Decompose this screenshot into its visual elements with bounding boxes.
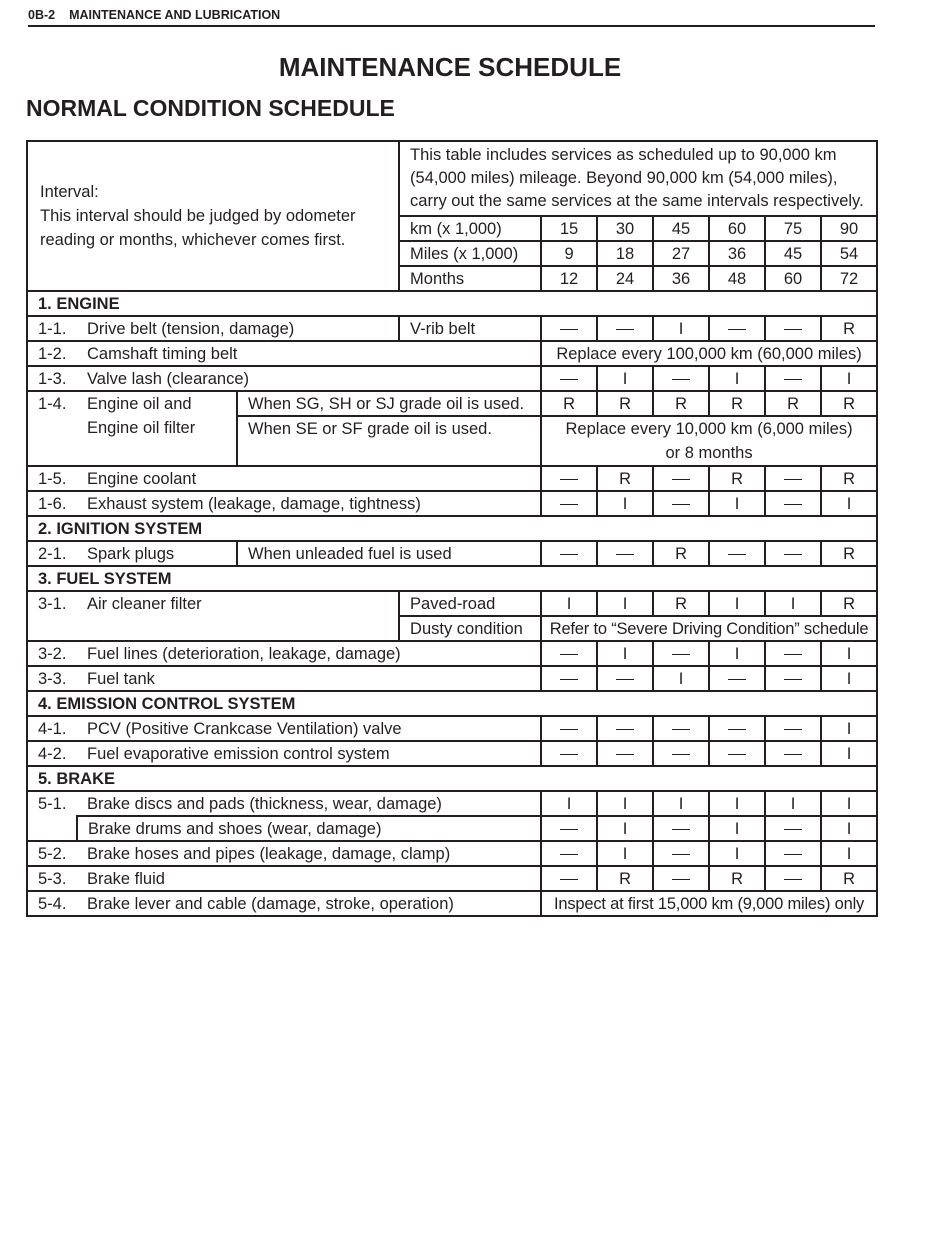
section-heading-brake: 5. BRAKE: [27, 766, 877, 791]
interval-mark: [765, 866, 821, 891]
miles-value: 27: [653, 241, 709, 266]
table-row: [27, 341, 877, 366]
miles-value: 45: [765, 241, 821, 266]
dash-mark: [784, 679, 802, 680]
interval-mark: R: [821, 541, 877, 566]
dash-mark: [728, 554, 746, 555]
table-row: [27, 866, 877, 891]
table-row: [27, 841, 877, 866]
interval-mark: [709, 741, 765, 766]
item-name: Fuel tank: [77, 666, 541, 691]
interval-mark: [597, 716, 653, 741]
dash-mark: [784, 379, 802, 380]
item-name: PCV (Positive Crankcase Ventilation) valve: [77, 716, 541, 741]
interval-mark: [541, 866, 597, 891]
item-number: 1-2.: [27, 341, 77, 366]
miles-label: Miles (x 1,000): [399, 241, 541, 266]
interval-mark: I: [821, 666, 877, 691]
table-row: [27, 666, 877, 691]
item-condition: V-rib belt: [399, 316, 541, 341]
interval-mark: [541, 466, 597, 491]
dash-mark: [672, 879, 690, 880]
interval-note-line: Replace every 10,000 km (6,000 miles): [565, 420, 853, 438]
interval-mark: I: [541, 591, 597, 616]
item-name-line: Engine oil filter: [87, 419, 196, 437]
dash-mark: [784, 554, 802, 555]
km-value: 75: [765, 216, 821, 241]
item-condition: When SE or SF grade oil is used.: [237, 416, 541, 466]
interval-mark: [709, 316, 765, 341]
dash-mark: [784, 829, 802, 830]
section-heading-fuel: 3. FUEL SYSTEM: [27, 566, 877, 591]
interval-note: This interval should be judged by odometer reading or months, whichever comes first.: [40, 207, 356, 249]
interval-mark: I: [709, 641, 765, 666]
interval-mark: [597, 541, 653, 566]
miles-value: 9: [541, 241, 597, 266]
interval-mark: R: [653, 541, 709, 566]
interval-mark: I: [765, 791, 821, 816]
item-name: Air cleaner filter: [77, 591, 399, 641]
item-number: 3-2.: [27, 641, 77, 666]
interval-mark: R: [597, 866, 653, 891]
dash-mark: [784, 329, 802, 330]
table-row: [27, 366, 877, 391]
interval-note: Refer to “Severe Driving Condition” schedule: [541, 616, 877, 641]
dash-mark: [560, 554, 578, 555]
interval-mark: R: [821, 591, 877, 616]
interval-mark: R: [597, 466, 653, 491]
interval-mark: [653, 866, 709, 891]
dash-mark: [616, 729, 634, 730]
section-title: MAINTENANCE AND LUBRICATION: [69, 8, 281, 22]
dash-mark: [616, 754, 634, 755]
dash-mark: [784, 754, 802, 755]
interval-note: [541, 416, 877, 466]
interval-mark: I: [597, 816, 653, 841]
interval-mark: [709, 716, 765, 741]
dash-mark: [672, 829, 690, 830]
dash-mark: [784, 729, 802, 730]
interval-mark: I: [821, 741, 877, 766]
interval-mark: [541, 541, 597, 566]
interval-mark: [597, 316, 653, 341]
item-name: [77, 391, 237, 466]
item-name: Exhaust system (leakage, damage, tightness): [77, 491, 541, 516]
interval-mark: [541, 316, 597, 341]
item-condition: Paved-road: [399, 591, 541, 616]
interval-mark: [541, 716, 597, 741]
item-name: Brake hoses and pipes (leakage, damage, clamp): [77, 841, 541, 866]
dash-mark: [784, 854, 802, 855]
interval-mark: I: [821, 641, 877, 666]
interval-mark: I: [709, 816, 765, 841]
interval-mark: [541, 491, 597, 516]
months-value: 36: [653, 266, 709, 291]
interval-mark: [765, 816, 821, 841]
months-value: 48: [709, 266, 765, 291]
interval-mark: R: [821, 316, 877, 341]
interval-mark: R: [597, 391, 653, 416]
interval-mark: [541, 641, 597, 666]
interval-mark: I: [597, 591, 653, 616]
km-value: 90: [821, 216, 877, 241]
table-row: [27, 391, 877, 416]
dash-mark: [672, 479, 690, 480]
interval-mark: R: [709, 866, 765, 891]
page-header: [28, 8, 875, 27]
interval-mark: [541, 816, 597, 841]
item-name: Brake lever and cable (damage, stroke, operation): [77, 891, 541, 916]
interval-mark: [653, 816, 709, 841]
item-name: Drive belt (tension, damage): [77, 316, 399, 341]
item-number: 3-1.: [27, 591, 77, 641]
interval-mark: [653, 841, 709, 866]
item-number: 4-1.: [27, 716, 77, 741]
dash-mark: [560, 854, 578, 855]
interval-mark: [541, 366, 597, 391]
interval-mark: I: [597, 841, 653, 866]
interval-mark: [541, 666, 597, 691]
item-name: Brake drums and shoes (wear, damage): [77, 816, 541, 841]
months-value: 72: [821, 266, 877, 291]
interval-mark: [597, 666, 653, 691]
interval-mark: [765, 466, 821, 491]
km-value: 60: [709, 216, 765, 241]
dash-mark: [560, 829, 578, 830]
dash-mark: [560, 879, 578, 880]
interval-mark: [765, 316, 821, 341]
months-label: Months: [399, 266, 541, 291]
interval-mark: [765, 716, 821, 741]
item-name: Valve lash (clearance): [77, 366, 541, 391]
interval-mark: R: [709, 391, 765, 416]
dash-mark: [560, 379, 578, 380]
item-name: Engine coolant: [77, 466, 541, 491]
dash-mark: [672, 729, 690, 730]
interval-mark: I: [597, 491, 653, 516]
km-value: 30: [597, 216, 653, 241]
maintenance-schedule-table: [26, 140, 878, 917]
interval-cell: [27, 141, 399, 291]
dash-mark: [728, 329, 746, 330]
interval-mark: I: [597, 791, 653, 816]
interval-mark: R: [821, 866, 877, 891]
dash-mark: [728, 679, 746, 680]
item-number: 5-1.: [27, 791, 77, 816]
item-number: 5-2.: [27, 841, 77, 866]
interval-mark: I: [821, 366, 877, 391]
dash-mark: [784, 879, 802, 880]
interval-mark: I: [597, 641, 653, 666]
item-name: Brake fluid: [77, 866, 541, 891]
dash-mark: [560, 679, 578, 680]
item-name: Camshaft timing belt: [77, 341, 541, 366]
interval-mark: [765, 641, 821, 666]
dash-mark: [672, 379, 690, 380]
item-name: Fuel evaporative emission control system: [77, 741, 541, 766]
interval-mark: I: [709, 791, 765, 816]
interval-mark: I: [709, 366, 765, 391]
dash-mark: [560, 754, 578, 755]
interval-mark: I: [597, 366, 653, 391]
interval-mark: R: [821, 466, 877, 491]
interval-mark: I: [653, 316, 709, 341]
table-row: [27, 716, 877, 741]
item-number: 1-6.: [27, 491, 77, 516]
interval-mark: I: [765, 591, 821, 616]
table-row: [27, 316, 877, 341]
interval-mark: I: [821, 816, 877, 841]
interval-mark: R: [765, 391, 821, 416]
interval-note-line: or 8 months: [665, 444, 753, 462]
intro-note: This table includes services as scheduled up to 90,000 km (54,000 miles) mileage. Beyond 90,000 km (54,000 miles), carry out the same services at the same intervals respectively.: [399, 141, 877, 216]
item-number: 5-3.: [27, 866, 77, 891]
item-name: Spark plugs: [77, 541, 237, 566]
interval-label: Interval:: [40, 183, 99, 201]
section-heading-ignition: 2. IGNITION SYSTEM: [27, 516, 877, 541]
interval-mark: [709, 666, 765, 691]
km-value: 15: [541, 216, 597, 241]
dash-mark: [672, 654, 690, 655]
interval-note: Replace every 100,000 km (60,000 miles): [541, 341, 877, 366]
dash-mark: [784, 654, 802, 655]
table-row: [27, 466, 877, 491]
dash-mark: [616, 679, 634, 680]
interval-mark: [653, 491, 709, 516]
table-row: [27, 641, 877, 666]
interval-mark: [709, 541, 765, 566]
interval-mark: I: [653, 791, 709, 816]
interval-mark: [765, 741, 821, 766]
item-name-line: Engine oil and: [87, 395, 192, 413]
interval-mark: I: [541, 791, 597, 816]
miles-value: 18: [597, 241, 653, 266]
section-heading-engine: 1. ENGINE: [27, 291, 877, 316]
table-row: [27, 891, 877, 916]
item-condition: Dusty condition: [399, 616, 541, 641]
interval-mark: I: [653, 666, 709, 691]
interval-mark: [541, 841, 597, 866]
table-row: [27, 741, 877, 766]
interval-mark: [653, 641, 709, 666]
interval-mark: [765, 541, 821, 566]
table-row: [27, 541, 877, 566]
interval-mark: I: [821, 791, 877, 816]
dash-mark: [728, 729, 746, 730]
item-name: Brake discs and pads (thickness, wear, damage): [77, 791, 541, 816]
item-name: Fuel lines (deterioration, leakage, damage): [77, 641, 541, 666]
dash-mark: [616, 554, 634, 555]
dash-mark: [560, 479, 578, 480]
interval-mark: [653, 741, 709, 766]
table-row: [27, 591, 877, 616]
dash-mark: [672, 504, 690, 505]
interval-mark: [653, 716, 709, 741]
interval-mark: [653, 466, 709, 491]
dash-mark: [784, 504, 802, 505]
item-number: 3-3.: [27, 666, 77, 691]
dash-mark: [784, 479, 802, 480]
miles-value: 54: [821, 241, 877, 266]
dash-mark: [616, 329, 634, 330]
miles-value: 36: [709, 241, 765, 266]
interval-mark: I: [821, 491, 877, 516]
interval-mark: [765, 491, 821, 516]
item-number: 1-4.: [27, 391, 77, 466]
dash-mark: [560, 504, 578, 505]
months-value: 60: [765, 266, 821, 291]
item-condition: When SG, SH or SJ grade oil is used.: [237, 391, 541, 416]
interval-mark: [765, 666, 821, 691]
item-number: 1-3.: [27, 366, 77, 391]
item-number: 4-2.: [27, 741, 77, 766]
dash-mark: [672, 854, 690, 855]
interval-mark: I: [821, 716, 877, 741]
interval-mark: I: [821, 841, 877, 866]
item-number: 2-1.: [27, 541, 77, 566]
table-row: [27, 491, 877, 516]
page-subtitle: NORMAL CONDITION SCHEDULE: [26, 95, 395, 121]
section-heading-emission: 4. EMISSION CONTROL SYSTEM: [27, 691, 877, 716]
item-condition: When unleaded fuel is used: [237, 541, 541, 566]
interval-mark: [765, 841, 821, 866]
dash-mark: [560, 654, 578, 655]
interval-mark: R: [709, 466, 765, 491]
interval-mark: I: [709, 841, 765, 866]
dash-mark: [728, 754, 746, 755]
item-number: 1-5.: [27, 466, 77, 491]
interval-mark: [597, 741, 653, 766]
interval-mark: [541, 741, 597, 766]
table-row: [27, 791, 877, 816]
page-title: MAINTENANCE SCHEDULE: [278, 52, 622, 82]
interval-mark: I: [709, 591, 765, 616]
interval-note: Inspect at first 15,000 km (9,000 miles) only: [541, 891, 877, 916]
dash-mark: [560, 329, 578, 330]
interval-mark: R: [541, 391, 597, 416]
km-label: km (x 1,000): [399, 216, 541, 241]
table-row: [27, 816, 877, 841]
interval-mark: R: [653, 591, 709, 616]
interval-mark: R: [821, 391, 877, 416]
interval-mark: [765, 366, 821, 391]
dash-mark: [560, 729, 578, 730]
item-number: 5-4.: [27, 891, 77, 916]
section-code: 0B-2: [28, 8, 56, 22]
km-value: 45: [653, 216, 709, 241]
interval-mark: I: [709, 491, 765, 516]
item-number: 1-1.: [27, 316, 77, 341]
months-value: 12: [541, 266, 597, 291]
months-value: 24: [597, 266, 653, 291]
item-number-blank: [27, 816, 77, 841]
interval-mark: [653, 366, 709, 391]
interval-mark: R: [653, 391, 709, 416]
dash-mark: [672, 754, 690, 755]
